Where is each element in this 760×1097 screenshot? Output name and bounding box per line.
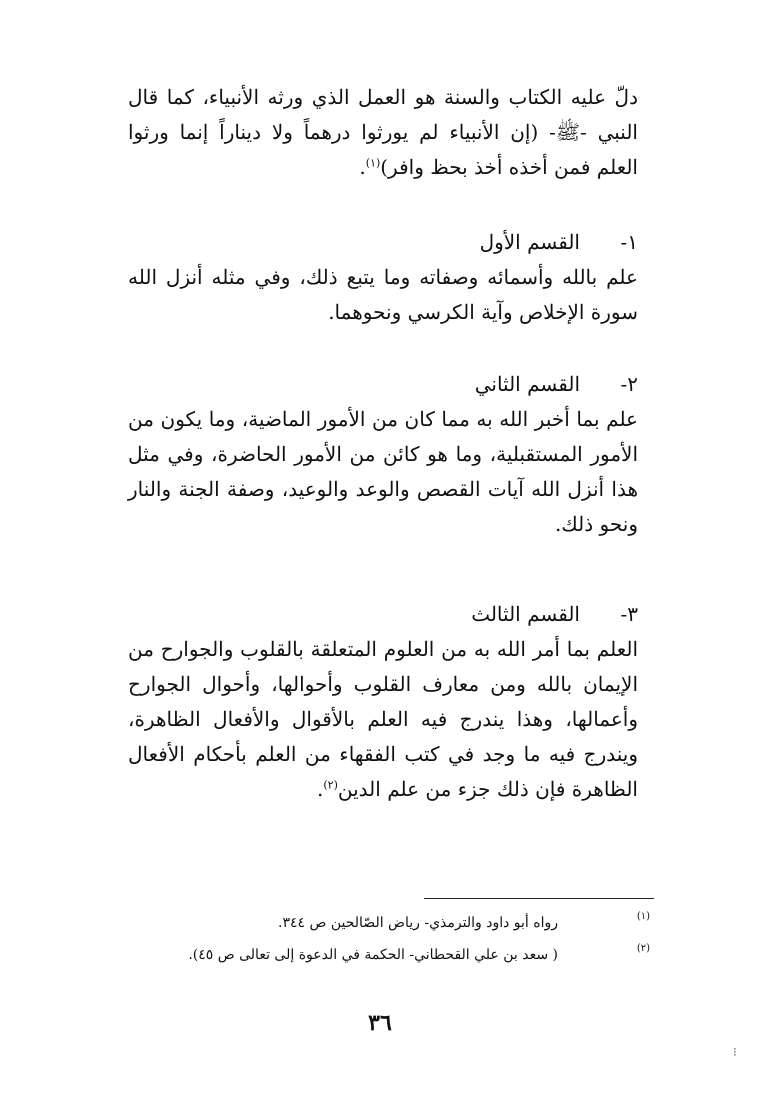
footnote-2-mark: (٢) bbox=[636, 943, 650, 954]
scan-edge-mark: ⁝ bbox=[733, 1045, 737, 1059]
section-2-body: علم بما أخبر الله به مما كان من الأمور الماضية، وما يكون من الأمور المستقبلية، وما هو كائن من الأمور الحاضرة، وفي مثل هذا أنزل الله آيات القصص والوعد والوعيد، وصفة الجنة والنار ونحو ذلك. bbox=[128, 407, 638, 536]
footnote-1-text: رواه أبو داود والترمذي- رياض الصّالحين ص ٣٤٤. bbox=[278, 915, 558, 931]
intro-paragraph bbox=[128, 80, 638, 185]
page-number: ٣٦ bbox=[368, 1010, 392, 1036]
section-3-end: . bbox=[317, 777, 324, 801]
section-3-title: القسم الثالث bbox=[471, 602, 580, 626]
footnote-divider bbox=[424, 898, 654, 899]
footnote-1-mark: (١) bbox=[636, 911, 650, 922]
footnote-ref-2: (٢) bbox=[323, 778, 338, 792]
footnote-2-text: ( سعد بن علي القحطاني- الحكمة في الدعوة إلى تعالى ص ٤٥). bbox=[188, 947, 558, 963]
section-2-heading bbox=[128, 367, 638, 402]
section-1-body: علم بالله وأسمائه وصفاته وما يتبع ذلك، وفي مثله أنزل الله سورة الإخلاص وآية الكرسي ونحوهما. bbox=[128, 265, 638, 324]
section-1-number: ١- bbox=[620, 230, 638, 254]
section-3-number: ٣- bbox=[620, 602, 638, 626]
section-1-heading bbox=[128, 225, 638, 260]
section-2-title: القسم الثاني bbox=[474, 372, 580, 396]
section-2-number: ٢- bbox=[620, 372, 638, 396]
section-3-text: العلم بما أمر الله به من العلوم المتعلقة بالقلوب والجوارح من الإيمان بالله ومن معارف القلوب وأحوالها، وأحوال الجوارح وأعمالها، وهذا يندرج فيه العلم بالأقوال والأفعال الظاهرة، ويندرج فيه ما وجد في كتب الفقهاء من العلم بأحكام الأفعال الظاهرة فإن ذلك جزء من علم الدين bbox=[128, 637, 639, 801]
section-1-title: القسم الأول bbox=[479, 230, 580, 254]
intro-text: دلّ عليه الكتاب والسنة هو العمل الذي ورثه الأنبياء، كما قال النبي -ﷺ- (إن الأنبياء لم يورثوا درهماً ولا ديناراً إنما ورثوا العلم فمن أخذه أخذ بحظ وافر) bbox=[128, 85, 638, 179]
footnote-ref-1: (١) bbox=[365, 156, 381, 170]
section-3-heading bbox=[128, 597, 638, 632]
intro-end: . bbox=[359, 155, 366, 179]
section-3-body bbox=[128, 632, 638, 807]
